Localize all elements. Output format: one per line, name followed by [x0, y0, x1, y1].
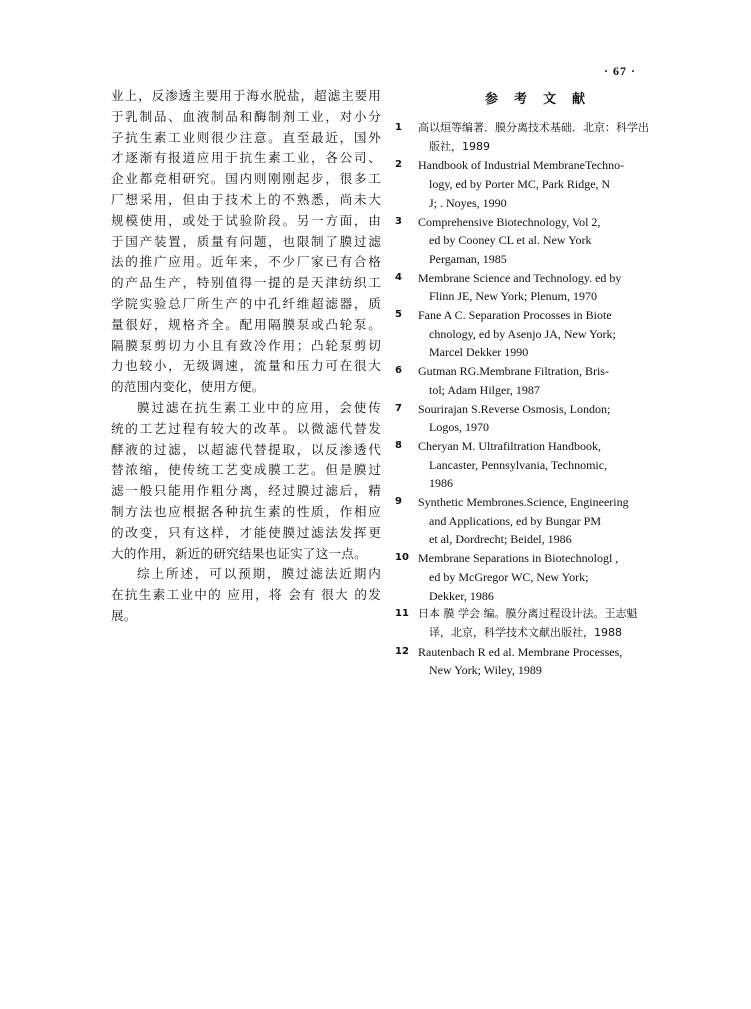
- reference-line: Lancaster, Pennsylvania, Technomic,: [429, 457, 608, 472]
- body-text-line: 规模使用，或处于试验阶段。另一方面，由: [111, 212, 381, 228]
- reference-item: [395, 213, 657, 269]
- body-text-line: 统的工艺过程有较大的改革。以微滤代替发: [111, 420, 381, 436]
- body-text-line: 隔膜泵剪切力小且有致冷作用；凸轮泵剪切: [111, 337, 381, 353]
- reference-line: Flinn JE, New York; Plenum, 1970: [429, 289, 598, 304]
- reference-line: Cheryan M. Ultrafiltration Handbook,: [418, 438, 601, 453]
- reference-line: Membrane Science and Technology. ed by: [418, 270, 622, 285]
- reference-line: 高以烜等编著．膜分离技术基础．北京：科学出: [418, 121, 649, 134]
- body-text-line: 的范围内变化，使用方便。: [111, 379, 265, 395]
- reference-line: Synthetic Membrones.Science, Engineering: [418, 495, 629, 510]
- reference-line: 1986: [429, 476, 453, 491]
- reference-line: Pergaman, 1985: [429, 251, 507, 266]
- reference-number: 9: [395, 496, 402, 508]
- reference-number: 8: [395, 439, 402, 451]
- body-text-line: 展。: [111, 607, 137, 623]
- reference-number: 3: [395, 215, 402, 227]
- reference-line: and Applications, ed by Bungar PM: [429, 513, 601, 528]
- reference-item: [395, 549, 657, 605]
- reference-item: [395, 605, 657, 642]
- reference-line: J; . Noyes, 1990: [429, 195, 507, 210]
- reference-item: [395, 643, 657, 680]
- reference-number: 11: [395, 608, 409, 620]
- reference-line: Comprehensive Biotechnology, Vol 2,: [418, 214, 601, 229]
- body-text-line: 酵液的过滤，以超滤代替提取，以反渗透代: [111, 441, 381, 457]
- reference-line: Dekker, 1986: [429, 588, 494, 603]
- reference-item: [395, 437, 657, 493]
- reference-line: ed by McGregor WC, New York;: [429, 569, 589, 584]
- reference-line: 版社，1989: [429, 139, 490, 153]
- reference-line: Marcel Dekker 1990: [429, 345, 529, 360]
- body-text-line: 替浓缩，使传统工艺变成膜工艺。但是膜过: [111, 462, 381, 478]
- body-text-line: 于国产装置，质量有问题，也限制了膜过滤: [111, 233, 381, 249]
- body-text-line: 才逐渐有报道应用于抗生素工业，各公司、: [111, 150, 381, 166]
- reference-line: 日本 膜 学会 编。膜分离过程设计法。王志魁: [418, 607, 638, 621]
- body-text-line: 的改变，只有这样，才能使膜过滤法发挥更: [111, 524, 381, 540]
- body-text-line: 在抗生素工业中的 应用，将 会有 很大 的发: [111, 587, 381, 603]
- reference-number: 1: [395, 122, 402, 133]
- reference-line: logy, ed by Porter MC, Park Ridge, N: [429, 177, 611, 192]
- reference-item: [395, 119, 657, 156]
- references-title: 参考文献: [484, 92, 601, 107]
- body-text-line: 滤一般只能用作粗分离，经过膜过滤后，精: [111, 483, 381, 499]
- reference-line: ed by Cooney CL et al. New York: [429, 233, 592, 248]
- references-section: [395, 86, 657, 680]
- reference-line: 译，北京，科学技术文献出版社，1988: [429, 625, 622, 639]
- body-text-line: 制方法也应根据各种抗生素的性质，作相应: [111, 503, 381, 519]
- page-number: · 67 ·: [604, 64, 637, 78]
- reference-number: 6: [395, 365, 402, 377]
- reference-line: Logos, 1970: [429, 420, 489, 435]
- reference-line: Handbook of Industrial MembraneTechno-: [418, 158, 625, 173]
- body-text-line: 法的推广应用。近年来，不少厂家已有合格: [111, 254, 381, 270]
- body-text-line: 量很好，规格齐全。配用隔膜泵或凸轮泵。: [111, 316, 381, 332]
- reference-item: [395, 269, 657, 306]
- reference-line: tol; Adam Hilger, 1987: [429, 382, 540, 397]
- body-text-line: 学院实验总厂所生产的中孔纤维超滤器，质: [111, 295, 381, 311]
- body-text-line: 厂想采用，但由于技术上的不熟悉，尚未大: [111, 191, 381, 207]
- body-text-line: 子抗生素工业则很少注意。直至最近，国外: [111, 129, 381, 145]
- reference-item: [395, 362, 657, 399]
- references-list: [395, 119, 657, 680]
- reference-item: [395, 156, 657, 212]
- reference-line: Gutman RG.Membrane Filtration, Bris-: [418, 364, 609, 379]
- body-text-line: 大的作用，新近的研究结果也证实了这一点。: [111, 545, 367, 561]
- reference-number: 2: [395, 159, 402, 171]
- reference-line: Sourirajan S.Reverse Osmosis, London;: [418, 401, 611, 416]
- reference-line: New York; Wiley, 1989: [429, 663, 542, 678]
- reference-number: 7: [395, 402, 402, 414]
- body-text-column: [111, 86, 381, 627]
- reference-line: et al, Dordrecht; Beidel, 1986: [429, 532, 572, 547]
- reference-number: 5: [395, 309, 402, 321]
- reference-line: Fane A C. Separation Procosses in Biote: [418, 308, 612, 323]
- reference-number: 4: [395, 271, 402, 283]
- reference-item: [395, 400, 657, 437]
- body-text-line: 于乳制品、血液制品和酶制剂工业，对小分: [111, 108, 381, 124]
- body-text-line: 力也较小，无级调速，流量和压力可在很大: [111, 358, 381, 374]
- reference-item: [395, 306, 657, 362]
- reference-line: Membrane Separations in Biotechnologl ,: [418, 551, 619, 566]
- reference-item: [395, 493, 657, 549]
- body-text-line: 综上所述，可以预期，膜过滤法近期内: [137, 566, 381, 582]
- reference-line: chnology, ed by Asenjo JA, New York;: [429, 326, 616, 341]
- reference-number: 12: [395, 645, 409, 657]
- reference-line: Rautenbach R ed al. Membrane Processes,: [418, 644, 623, 659]
- body-text-line: 的产品生产，特别值得一提的是天津纺织工: [111, 275, 381, 291]
- reference-number: 10: [395, 552, 409, 564]
- body-text-line: 企业都竞相研究。国内则刚刚起步，很多工: [111, 171, 381, 187]
- body-text-line: 业上，反渗透主要用于海水脱盐，超滤主要用: [111, 88, 381, 103]
- body-text-line: 膜过滤在抗生素工业中的应用，会使传: [137, 399, 381, 415]
